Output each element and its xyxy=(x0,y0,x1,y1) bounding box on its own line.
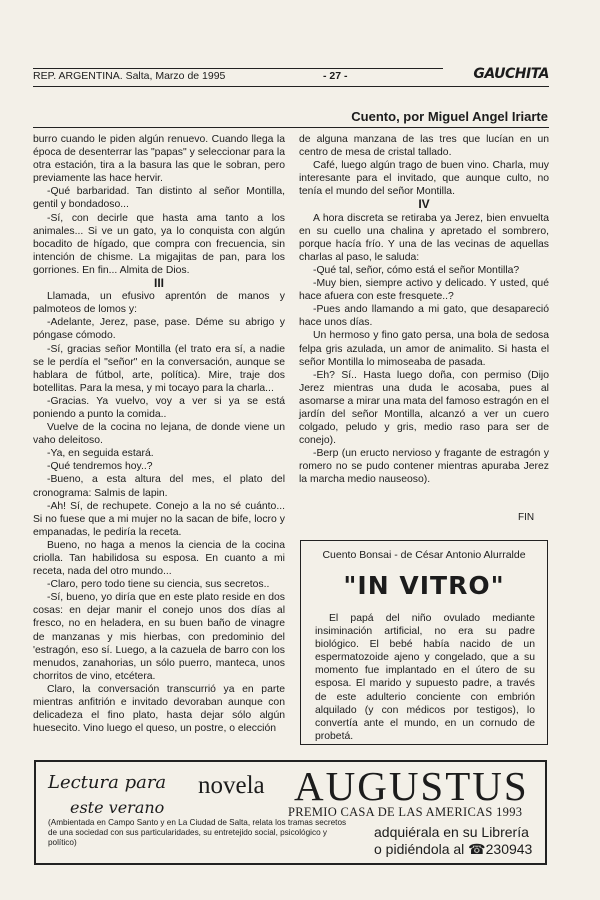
header-dateline: REP. ARGENTINA. Salta, Marzo de 1995 xyxy=(33,70,226,82)
page-header xyxy=(33,66,549,86)
paragraph: Café, luego algún trago de buen vino. Charla, muy interesante para el invitado, que aunque culto, no tenía el mundo del señor Montilla. xyxy=(299,160,549,198)
paragraph: A hora discreta se retiraba ya Jerez, bien envuelta en su cuello una chalina y apretado el sombrero, porque hacía frío. Y una de las vecinas de aquellas charlas al paso, le saluda: xyxy=(299,212,549,263)
ad-prize: PREMIO CASA DE LAS AMERICAS 1993 xyxy=(288,805,523,819)
ad-description: (Ambientada en Campo Santo y en La Ciudad de Salta, relata los tramas secretos de una sociedad con sus particularidades, su entretejido social, psicológico y político) xyxy=(48,818,347,847)
paragraph: -Adelante, Jerez, pase, pase. Déme su abrigo y póngase cómodo. xyxy=(33,317,285,342)
paragraph: -Bueno, a esta altura del mes, el plato del cronograma: Salmis de lapin. xyxy=(33,474,285,499)
paragraph: -Ah! Sí, de rechupete. Conejo a la no sé cuánto... Si no fuese que a mi mujer no la sacan de bife, locro y empanadas, le pediría la receta. xyxy=(33,500,285,538)
gauchita-logo: GAUCHITA xyxy=(473,66,549,82)
ad-lectura-line1: Lectura para xyxy=(48,772,167,793)
paragraph: -Muy bien, siempre activo y delicado. Y usted, qué hace afuera con este fresquete..? xyxy=(299,278,549,303)
paragraph: Claro, la conversación transcurrió ya en parte mientras anfitrión e invitado devoraban aunque con delicadeza el fino plato, hasta dejar sólo algún huesecito. Vino luego el queso, un postre, o elección xyxy=(33,683,285,735)
paragraph: Un hermoso y fino gato persa, una bola de sedosa felpa gris azulada, un amor de animalito. Si hasta el señor Montilla lo mimoseaba de pasada. xyxy=(299,330,549,368)
page-number: - 27 - xyxy=(323,70,348,82)
paragraph: -Sí, bueno, yo diría que en este plato reside en dos cosas: en dejar manir el conejo unos dos días al fresco, no en heladera, en su buen baño de vinagre de manzanas y mis hierbas, con predominio del 'estragón, eso sí. Luego, a la cazuela de barro con los menudos, zanahorias, un sólo puerro, manteca, unos chorritos de vino, etcétera. xyxy=(33,592,285,682)
paragraph: -Qué tal, señor, cómo está el señor Montilla? xyxy=(313,264,520,276)
paragraph: Bueno, no haga a menos la ciencia de la cocina criolla. Tan habilidosa su esposa. En cuanto a mi receta, nada del otro mundo... xyxy=(33,539,285,578)
story-byline: Cuento, por Miguel Angel Iriarte xyxy=(351,109,548,124)
section-heading: III xyxy=(153,276,164,291)
ad-book-title: AUGUSTUS xyxy=(294,763,529,809)
paragraph: -Eh? Sí.. Hasta luego doña, con permiso (Dijo Jerez mientras una duda le acosaba, pues al asomarse a mirar una mata del famoso estragón en el jardín del señor Montilla, alcanzó a ver un cuero colgado, peludo y gris, medio raso para ser de conejo). xyxy=(299,369,549,447)
paragraph: -Sí, con decirle que hasta ama tanto a los animales... Si ve un gato, ya lo conquista con algún bocadito de hígado, que compra con frecuencia, sin intención de chisme. La migajitas de pan, para los gorriones. En fin... Almita de Dios. xyxy=(33,212,285,276)
header-rule xyxy=(33,86,549,87)
paragraph: -Sí, gracias señor Montilla (el trato era sí, a nadie se le perdía el "señor" en la conversación, aunque se hablara de fútbol, arte, política). Mire, traje dos botellitas. Para la mesa, y mi tocayo para la charla... xyxy=(33,343,285,394)
paragraph: Vuelve de la cocina no lejana, de donde viene un vaho deleitoso. xyxy=(33,422,285,447)
paragraph: Llamada, un efusivo aprentón de manos y palmoteos de lomos y: xyxy=(33,291,285,316)
header-top-rule xyxy=(33,68,443,69)
paragraph: -Berp (un eructo nervioso y fragante de estragón y romero no se pudo contener mientras apuraba Jerez la marcha medio nauseoso). xyxy=(299,448,549,486)
paragraph: -Qué barbaridad. Tan distinto al señor Montilla, gentil y bondadoso... xyxy=(33,186,285,211)
bonsai-story-box xyxy=(300,540,548,745)
paragraph: -Claro, pero todo tiene su ciencia, sus secretos.. xyxy=(47,579,270,591)
ad-lectura-line2: este verano xyxy=(70,798,165,817)
ad-purchase-line1: adquiérala en su Librería xyxy=(374,824,529,840)
paragraph: de alguna manzana de las tres que lucían en un centro de mesa de cristal tallado. xyxy=(299,134,549,159)
section-heading: IV xyxy=(418,197,430,212)
fin-marker: FIN xyxy=(518,512,535,523)
paragraph: -Gracias. Ya vuelvo, voy a ver si ya se está poniendo a punto la comida.. xyxy=(33,395,285,420)
paragraph: -Pues ando llamando a mi gato, que desapareció hace unos días. xyxy=(299,304,549,329)
bonsai-body: El papá del niño ovulado mediante insiminación artificial, no era su padre biológico. El bebé había nacido de un espermatozoide ajeno y congelado, que a su momento fue implantado en el útero de su esposa. El marido y supuesto padre, a través de este adulterio conciente con embrión alquilado (y con médicos por testigos), lo convertía ante el mundo, en un cornudo de probetá. xyxy=(315,613,535,742)
ad-purchase-info xyxy=(374,824,532,858)
paragraph: -Ya, en seguida estará. xyxy=(47,448,154,460)
left-column xyxy=(33,133,285,735)
augustus-advertisement xyxy=(34,760,547,865)
bonsai-header: Cuento Bonsai - de César Antonio Alurralde xyxy=(322,549,526,561)
byline-rule xyxy=(33,127,549,128)
paragraph: -Qué tendremos hoy..? xyxy=(47,461,153,473)
ad-purchase-line2: o pidiéndola al ☎230943 xyxy=(374,841,533,857)
paragraph: burro cuando le piden algún renuevo. Cuando llega la época de desenterrar las "papas" y seleccionar para la otra estación, tira a la basura las que le sobran, pero previamente las hace hervir. xyxy=(33,134,285,185)
ad-novela-label: novela xyxy=(198,772,265,799)
right-column xyxy=(299,133,549,487)
bonsai-title: "IN VITRO" xyxy=(343,571,505,600)
